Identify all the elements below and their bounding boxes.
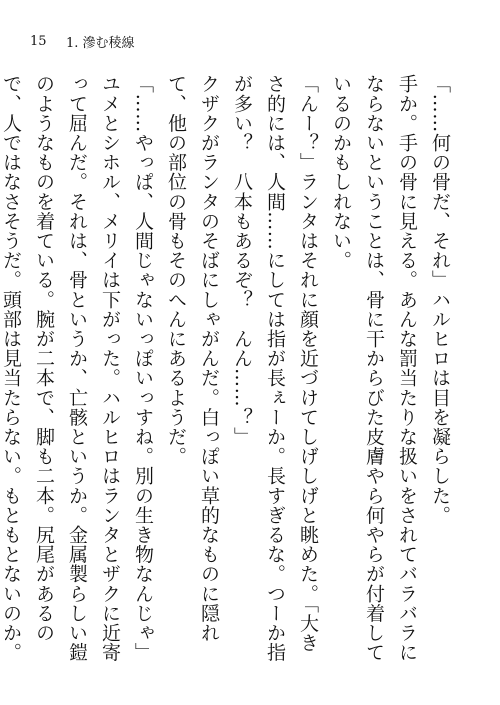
page-number: 15 xyxy=(30,33,47,49)
paragraph: ユメとシホル、メリイは下がった。ハルヒロはランタとザクに近寄って屈んだ。それは、骨というか、亡骸というか。金属製らしい鎧のようなものを着ている。腕が二本で、脚も二本。尻尾があるので、人ではなさそうだ。頭部は見当たらない。もともとないのか。 xyxy=(0,74,121,662)
chapter-title: 1. 滲む稜線 xyxy=(66,35,135,51)
paragraph: 手か。手の骨に見える。あんな罰当たりな扱いをされてバラバラにならないということは、骨に干からびた皮膚やら何やらが付着しているのかもしれない。 xyxy=(330,74,418,662)
paragraph: クザクがランタのそばにしゃがんだ。白っぽい草的なものに隠れて、他の部位の骨もそのへんにあるようだ。 xyxy=(165,74,220,643)
paragraph: 「……やっぱ、人間じゃないっぽいっすね。別の生き物なんじゃ」 xyxy=(132,74,154,662)
paragraph: 「んー？」ランタはそれに顔を近づけてしげしげと眺めた。「大きさ的には、人間……にしては指が長ぇーか。長すぎるな。つーか指が多い？ 八本もあるぞ？ んん……？」 xyxy=(231,74,319,662)
paragraph: 「……何の骨だ、それ」ハルヒロは目を凝らした。 xyxy=(429,74,451,525)
page-header xyxy=(30,32,135,50)
vertical-text-body xyxy=(0,74,456,664)
